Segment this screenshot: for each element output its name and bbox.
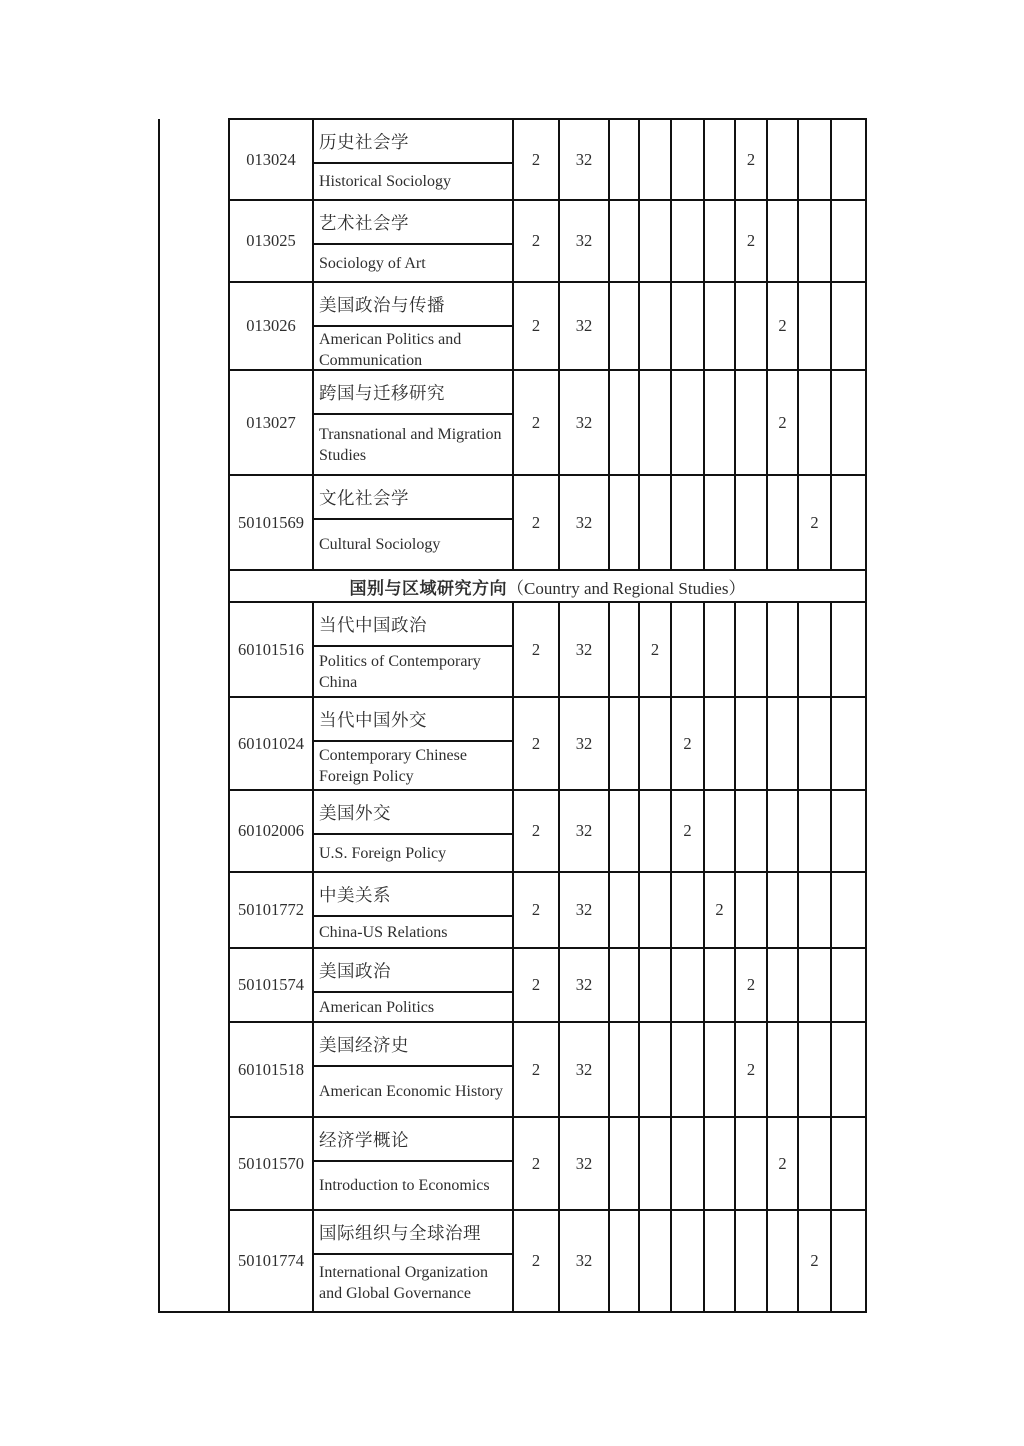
- course-name-cell: [314, 949, 512, 1021]
- semester-6-cell: [768, 201, 797, 281]
- semester-7-cell: [799, 371, 830, 474]
- semester-1-cell: [610, 371, 638, 474]
- semester-3-cell: [672, 201, 703, 281]
- semester-1-cell: [610, 283, 638, 369]
- semester-6-cell: [768, 476, 797, 569]
- semester-5-cell: [736, 1118, 766, 1209]
- course-code-cell: 60101516: [230, 603, 312, 696]
- course-credits-cell: 2: [514, 1023, 558, 1116]
- semester-4-cell: [705, 949, 734, 1021]
- course-code-cell: 013026: [230, 283, 312, 369]
- course-name-zh: 美国政治: [314, 949, 512, 993]
- course-name-en: Introduction to Economics: [319, 1177, 490, 1194]
- course-credits-cell: 2: [514, 1211, 558, 1311]
- semester-7-cell: [799, 791, 830, 871]
- course-hours-cell: 32: [560, 476, 608, 569]
- semester-4-cell: [705, 1023, 734, 1116]
- semester-6-cell: [768, 949, 797, 1021]
- semester-4-cell: [705, 603, 734, 696]
- course-code-cell: 50101574: [230, 949, 312, 1021]
- course-name-en: Historical Sociology: [319, 173, 451, 190]
- semester-4-cell: [705, 201, 734, 281]
- semester-5-cell: 2: [736, 120, 766, 199]
- semester-2-cell: [640, 1118, 670, 1209]
- course-code-cell: 60101518: [230, 1023, 312, 1116]
- course-hours-cell: 32: [560, 283, 608, 369]
- course-name-zh: 跨国与迁移研究: [314, 371, 512, 415]
- semester-7-cell: [799, 1023, 830, 1116]
- course-credits-cell: 2: [514, 476, 558, 569]
- semester-6-cell: 2: [768, 283, 797, 369]
- semester-8-cell: [832, 603, 865, 696]
- semester-7-cell: 2: [799, 1211, 830, 1311]
- semester-5-cell: [736, 603, 766, 696]
- course-credits-cell: 2: [514, 371, 558, 474]
- semester-6-cell: [768, 603, 797, 696]
- course-hours-cell: 32: [560, 371, 608, 474]
- course-hours-cell: 32: [560, 603, 608, 696]
- semester-5-cell: [736, 476, 766, 569]
- course-name-cell: [314, 873, 512, 947]
- semester-1-cell: [610, 1023, 638, 1116]
- semester-4-cell: [705, 371, 734, 474]
- course-code-cell: 50101569: [230, 476, 312, 569]
- semester-4-cell: [705, 1211, 734, 1311]
- course-name-en: American Politics: [319, 998, 435, 1016]
- course-credits-cell: 2: [514, 283, 558, 369]
- course-code-cell: 60101024: [230, 698, 312, 789]
- section-header-zh: 国别与区域研究方向: [349, 578, 508, 598]
- semester-6-cell: [768, 698, 797, 789]
- course-table: [228, 118, 867, 1313]
- semester-3-cell: [672, 873, 703, 947]
- semester-3-cell: [672, 1118, 703, 1209]
- course-name-en: Transnational and Migration Studies: [319, 425, 502, 464]
- semester-2-cell: [640, 791, 670, 871]
- semester-3-cell: [672, 1211, 703, 1311]
- semester-2-cell: [640, 283, 670, 369]
- course-credits-cell: 2: [514, 603, 558, 696]
- semester-2-cell: [640, 1023, 670, 1116]
- section-header-row: [230, 571, 865, 601]
- semester-7-cell: [799, 1118, 830, 1209]
- course-credits-cell: 2: [514, 1118, 558, 1209]
- semester-3-cell: [672, 603, 703, 696]
- course-hours-cell: 32: [560, 698, 608, 789]
- semester-4-cell: [705, 476, 734, 569]
- course-name-en: American Economic History: [319, 1083, 503, 1100]
- semester-1-cell: [610, 1118, 638, 1209]
- semester-1-cell: [610, 476, 638, 569]
- course-name-en: Sociology of Art: [319, 254, 426, 272]
- course-code-cell: 013027: [230, 371, 312, 474]
- semester-8-cell: [832, 201, 865, 281]
- course-hours-cell: 32: [560, 201, 608, 281]
- course-name-cell: [314, 791, 512, 871]
- semester-2-cell: [640, 698, 670, 789]
- course-name-zh: 美国政治与传播: [314, 283, 512, 327]
- semester-1-cell: [610, 603, 638, 696]
- category-column-bottom-border: [158, 1311, 230, 1313]
- course-name-zh: 中美关系: [314, 873, 512, 917]
- course-name-zh: 当代中国政治: [314, 603, 512, 647]
- semester-5-cell: 2: [736, 201, 766, 281]
- course-credits-cell: 2: [514, 791, 558, 871]
- semester-7-cell: [799, 603, 830, 696]
- semester-5-cell: [736, 283, 766, 369]
- semester-1-cell: [610, 698, 638, 789]
- course-hours-cell: 32: [560, 949, 608, 1021]
- semester-8-cell: [832, 1118, 865, 1209]
- course-name-zh: 艺术社会学: [314, 201, 512, 245]
- semester-3-cell: [672, 371, 703, 474]
- semester-1-cell: [610, 120, 638, 199]
- course-credits-cell: 2: [514, 873, 558, 947]
- course-hours-cell: 32: [560, 120, 608, 199]
- semester-8-cell: [832, 698, 865, 789]
- course-name-cell: [314, 120, 512, 199]
- course-credits-cell: 2: [514, 949, 558, 1021]
- semester-1-cell: [610, 873, 638, 947]
- semester-2-cell: [640, 873, 670, 947]
- semester-2-cell: [640, 949, 670, 1021]
- semester-6-cell: 2: [768, 371, 797, 474]
- semester-7-cell: [799, 698, 830, 789]
- course-name-cell: [314, 283, 512, 369]
- semester-3-cell: [672, 120, 703, 199]
- course-credits-cell: 2: [514, 120, 558, 199]
- semester-2-cell: [640, 120, 670, 199]
- course-name-cell: [314, 201, 512, 281]
- semester-6-cell: [768, 873, 797, 947]
- semester-6-cell: 2: [768, 1118, 797, 1209]
- semester-5-cell: 2: [736, 1023, 766, 1116]
- semester-6-cell: [768, 120, 797, 199]
- semester-5-cell: [736, 791, 766, 871]
- section-header-en: （Country and Regional Studies）: [507, 578, 746, 598]
- semester-4-cell: [705, 791, 734, 871]
- semester-4-cell: [705, 283, 734, 369]
- semester-8-cell: [832, 476, 865, 569]
- course-hours-cell: 32: [560, 873, 608, 947]
- course-name-zh: 美国外交: [314, 791, 512, 835]
- semester-7-cell: [799, 873, 830, 947]
- semester-4-cell: 2: [705, 873, 734, 947]
- course-code-cell: 50101570: [230, 1118, 312, 1209]
- semester-6-cell: [768, 791, 797, 871]
- semester-2-cell: [640, 476, 670, 569]
- course-credits-cell: 2: [514, 698, 558, 789]
- semester-5-cell: [736, 873, 766, 947]
- semester-5-cell: [736, 1211, 766, 1311]
- semester-8-cell: [832, 120, 865, 199]
- course-name-en: American Politics and Communication: [319, 331, 462, 369]
- semester-2-cell: [640, 201, 670, 281]
- course-name-zh: 文化社会学: [314, 476, 512, 520]
- course-name-cell: [314, 1118, 512, 1209]
- semester-3-cell: [672, 476, 703, 569]
- course-code-cell: 60102006: [230, 791, 312, 871]
- semester-2-cell: [640, 371, 670, 474]
- course-name-en: China-US Relations: [319, 923, 448, 941]
- semester-1-cell: [610, 1211, 638, 1311]
- semester-7-cell: 2: [799, 476, 830, 569]
- semester-8-cell: [832, 1023, 865, 1116]
- course-name-cell: [314, 1023, 512, 1116]
- semester-3-cell: [672, 949, 703, 1021]
- course-hours-cell: 32: [560, 1023, 608, 1116]
- course-name-zh: 美国经济史: [314, 1023, 512, 1067]
- semester-1-cell: [610, 791, 638, 871]
- semester-3-cell: [672, 283, 703, 369]
- semester-4-cell: [705, 698, 734, 789]
- course-name-cell: [314, 603, 512, 696]
- semester-8-cell: [832, 873, 865, 947]
- semester-3-cell: 2: [672, 791, 703, 871]
- course-hours-cell: 32: [560, 791, 608, 871]
- course-name-cell: [314, 371, 512, 474]
- course-name-zh: 经济学概论: [314, 1118, 512, 1162]
- semester-2-cell: [640, 1211, 670, 1311]
- semester-7-cell: [799, 201, 830, 281]
- course-hours-cell: 32: [560, 1211, 608, 1311]
- course-name-zh: 国际组织与全球治理: [314, 1211, 512, 1255]
- semester-3-cell: [672, 1023, 703, 1116]
- semester-5-cell: 2: [736, 949, 766, 1021]
- semester-8-cell: [832, 949, 865, 1021]
- semester-8-cell: [832, 791, 865, 871]
- semester-7-cell: [799, 283, 830, 369]
- semester-2-cell: 2: [640, 603, 670, 696]
- semester-7-cell: [799, 949, 830, 1021]
- course-name-cell: [314, 698, 512, 789]
- semester-8-cell: [832, 283, 865, 369]
- course-name-en: Cultural Sociology: [319, 536, 441, 553]
- semester-1-cell: [610, 201, 638, 281]
- semester-3-cell: 2: [672, 698, 703, 789]
- semester-5-cell: [736, 371, 766, 474]
- semester-4-cell: [705, 120, 734, 199]
- course-name-en: International Organization and Global Governance: [319, 1264, 488, 1302]
- course-name-zh: 历史社会学: [314, 120, 512, 164]
- course-code-cell: 50101772: [230, 873, 312, 947]
- semester-5-cell: [736, 698, 766, 789]
- course-code-cell: 50101774: [230, 1211, 312, 1311]
- category-column-left-border: [158, 119, 160, 1313]
- semester-6-cell: [768, 1023, 797, 1116]
- course-name-cell: [314, 476, 512, 569]
- course-name-en: Politics of Contemporary China: [319, 652, 481, 691]
- semester-7-cell: [799, 120, 830, 199]
- semester-4-cell: [705, 1118, 734, 1209]
- course-name-zh: 当代中国外交: [314, 698, 512, 742]
- course-hours-cell: 32: [560, 1118, 608, 1209]
- semester-6-cell: [768, 1211, 797, 1311]
- course-name-en: U.S. Foreign Policy: [319, 844, 447, 862]
- course-code-cell: 013025: [230, 201, 312, 281]
- semester-8-cell: [832, 1211, 865, 1311]
- semester-8-cell: [832, 371, 865, 474]
- semester-1-cell: [610, 949, 638, 1021]
- course-credits-cell: 2: [514, 201, 558, 281]
- course-code-cell: 013024: [230, 120, 312, 199]
- course-name-cell: [314, 1211, 512, 1311]
- course-name-en: Contemporary Chinese Foreign Policy: [319, 746, 467, 785]
